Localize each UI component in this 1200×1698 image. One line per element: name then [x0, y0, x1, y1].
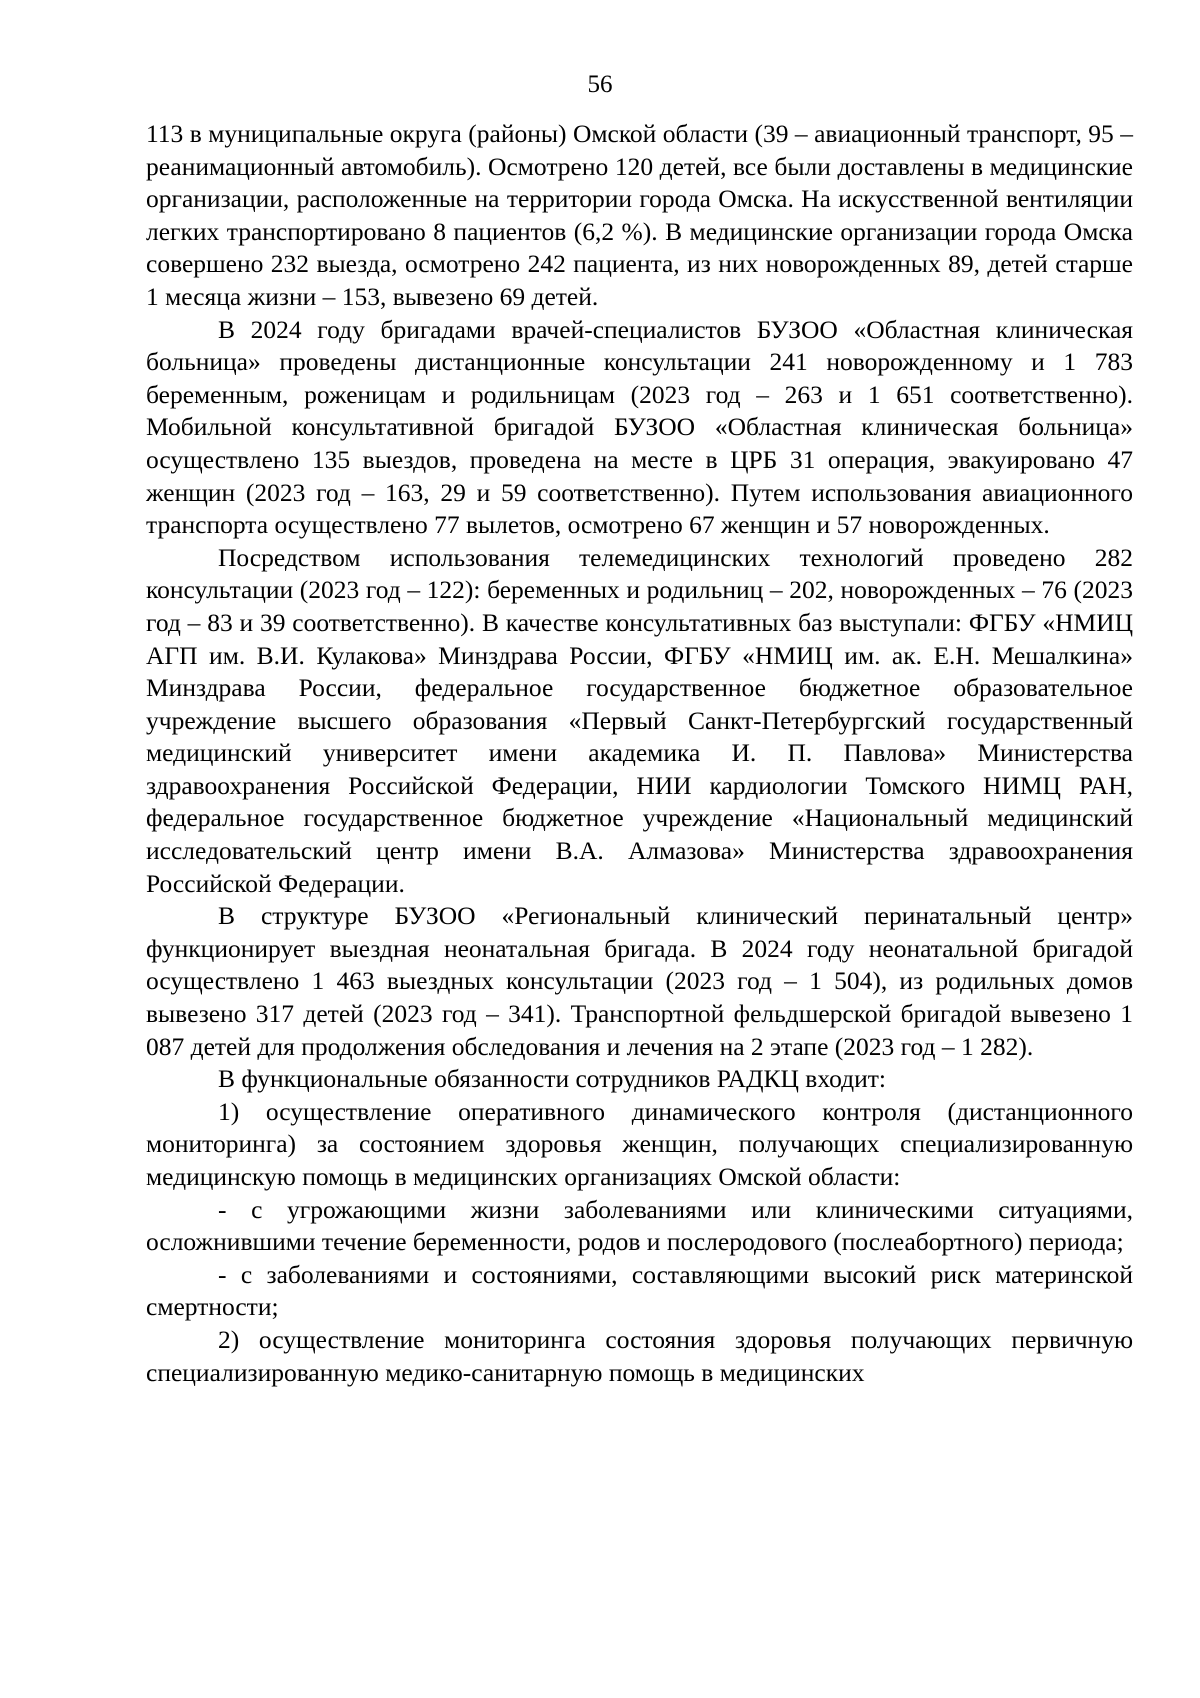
list-subitem-high-risk: - с заболеваниями и состояниями, составляющими высокий риск материнской смертности; [146, 1259, 1133, 1322]
paragraph-transport-summary: 113 в муниципальные округа (районы) Омской области (39 – авиационный транспорт, 95 – реанимационный автомобиль). Осмотрено 120 детей, все были доставлены в медицинские организации, расположенные на территории города Омска. На искусственной вентиляции легких транспортировано 8 пациентов (6,2 %). В медицинские организации города Омска совершено 232 выезда, осмотрено 242 пациента, из них новорожденных 89, детей старше 1 месяца жизни – 153, вывезено 69 детей. [146, 119, 1133, 311]
paragraph-neonatal-team: В структуре БУЗОО «Региональный клинический перинатальный центр» функционирует выездная неонатальная бригада. В 2024 году неонатальной бригадой осуществлено 1 463 выездных консультации (2023 год – 1 504), из родильных домов вывезено 317 детей (2023 год – 341). Транспортной фельдшерской бригадой вывезено 1 087 детей для продолжения обследования и лечения на 2 этапе (2023 год – 1 282). [146, 901, 1133, 1061]
page-number: 56 [587, 71, 613, 98]
paragraph-radkc-duties-intro: В функциональные обязанности сотрудников РАДКЦ входит: [218, 1064, 886, 1094]
paragraph-regional-hospital-consultations: В 2024 году бригадами врачей-специалистов БУЗОО «Областная клиническая больница» проведены дистанционные консультации 241 новорожденному и 1 783 беременным, роженицам и родильницам (2023 год – 263 и 1 651 соответственно). Мобильной консультативной бригадой БУЗОО «Областная клиническая больница» осуществлено 135 выездов, проведена на месте в ЦРБ 31 операция, эвакуировано 47 женщин (2023 год – 163, 29 и 59 соответственно). Путем использования авиационного транспорта осуществлено 77 вылетов, осмотрено 67 женщин и 57 новорожденных. [146, 314, 1133, 540]
list-item-duty-1: 1) осуществление оперативного динамического контроля (дистанционного мониторинга) за состоянием здоровья женщин, получающих специализированную медицинскую помощь в медицинских организациях Омской области: [146, 1096, 1133, 1191]
paragraph-telemedicine: Посредством использования телемедицинских технологий проведено 282 консультации (2023 год – 122): беременных и родильниц – 202, новорожденных – 76 (2023 год – 83 и 39 соответственно). В качестве консультативных баз выступали: ФГБУ «НМИЦ АГП им. В.И. Кулакова» Минздрава России, ФГБУ «НМИЦ им. ак. Е.Н. Мешалкина» Минздрава России, федеральное государственное бюджетное образовательное учреждение высшего образования «Первый Санкт-Петербургский государственный медицинский университет имени академика И. П. Павлова» Министерства здравоохранения Российской Федерации, НИИ кардиологии Томского НИМЦ РАН, федеральное государственное бюджетное учреждение «Национальный медицинский исследовательский центр имени В.А. Алмазова» Министерства здравоохранения Российской Федерации. [146, 542, 1133, 898]
document-body [146, 118, 1133, 1389]
list-item-duty-2: 2) осуществление мониторинга состояния здоровья получающих первичную специализированную медико-санитарную помощь в медицинских [146, 1324, 1133, 1387]
list-subitem-life-threatening: - с угрожающими жизни заболеваниями или клиническими ситуациями, осложнившими течение беременности, родов и послеродового (послеабортного) периода; [146, 1194, 1133, 1257]
